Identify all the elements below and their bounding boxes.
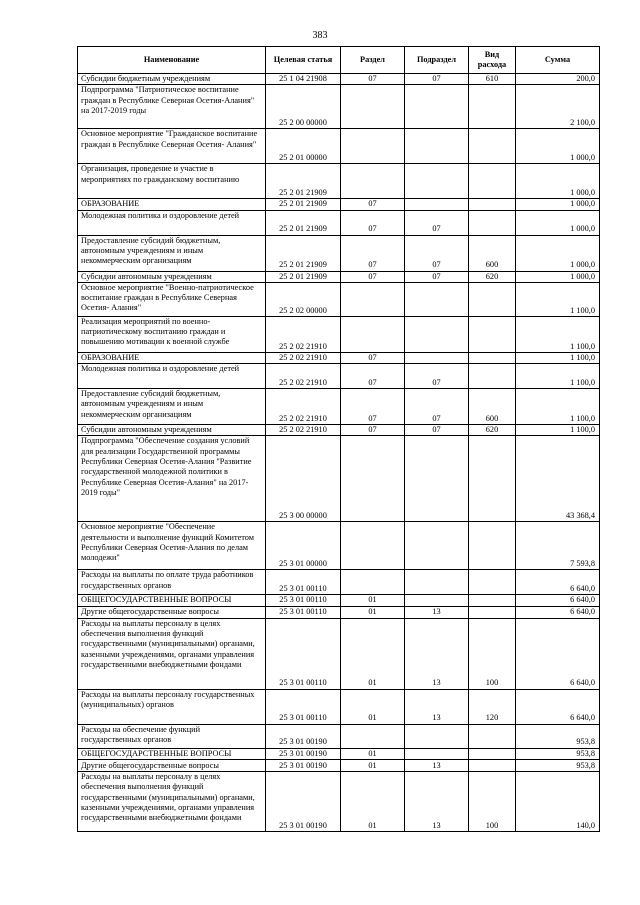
cell-name: Молодежная политика и оздоровление детей xyxy=(78,364,266,389)
cell-sum: 6 640,0 xyxy=(516,606,600,618)
cell-type xyxy=(469,606,516,618)
cell-sum: 1 000,0 xyxy=(516,235,600,271)
cell-name: Основное мероприятие "Военно-патриотическое воспитание граждан в Республике Северная Осетия- Алания" xyxy=(78,282,266,316)
cell-name: Предоставление субсидий бюджетным, автономным учреждениям и иным некоммерческим организациям xyxy=(78,389,266,425)
cell-subsection xyxy=(405,748,469,759)
cell-name: Расходы на выплаты персоналу в целях обеспечения выполнения функций государственными (муниципальными) органами, казенными учреждениями, органами управления государственными внебюджетными фондами xyxy=(78,618,266,689)
cell-name: Расходы на выплаты персоналу государственных (муниципальных) органов xyxy=(78,689,266,724)
header-target: Целевая статья xyxy=(266,47,341,74)
cell-sum: 953,8 xyxy=(516,760,600,772)
cell-target: 25 2 01 21909 xyxy=(266,210,341,235)
table-row xyxy=(78,425,600,436)
cell-subsection xyxy=(405,164,469,199)
table-row xyxy=(78,199,600,210)
cell-sum: 1 000,0 xyxy=(516,164,600,199)
cell-section: 07 xyxy=(341,389,405,425)
cell-name: Расходы на выплаты персоналу в целях обеспечения выполнения функций государственными (муниципальными) органами, казенными учреждениями, органами управления государственными внебюджетными фондами xyxy=(78,772,266,832)
cell-sum: 1 000,0 xyxy=(516,129,600,164)
table-row xyxy=(78,772,600,832)
table-row xyxy=(78,271,600,282)
cell-section: 01 xyxy=(341,772,405,832)
cell-name: Подпрограмма "Обеспечение создания условий для реализации Государственной программы Республики Северная Осетия-Алания "Развитие государственной молодежной политики в Республике Северная Осетия-Алания" на 2017-2019 годы" xyxy=(78,436,266,522)
cell-section xyxy=(341,724,405,748)
cell-type xyxy=(469,85,516,129)
cell-type: 610 xyxy=(469,74,516,85)
cell-type xyxy=(469,724,516,748)
table-row xyxy=(78,595,600,606)
cell-sum: 1 100,0 xyxy=(516,316,600,352)
cell-subsection xyxy=(405,436,469,522)
cell-target: 25 2 02 21910 xyxy=(266,316,341,352)
cell-section xyxy=(341,436,405,522)
cell-sum: 1 100,0 xyxy=(516,425,600,436)
cell-subsection xyxy=(405,282,469,316)
table-row xyxy=(78,748,600,759)
cell-sum: 1 000,0 xyxy=(516,199,600,210)
header-subsection: Подраздел xyxy=(405,47,469,74)
cell-sum: 1 000,0 xyxy=(516,210,600,235)
table-row xyxy=(78,282,600,316)
cell-name: Расходы на выплаты по оплате труда работников государственных органов xyxy=(78,570,266,595)
cell-name: ОБЩЕГОСУДАРСТВЕННЫЕ ВОПРОСЫ xyxy=(78,595,266,606)
cell-target: 25 2 02 21910 xyxy=(266,352,341,363)
cell-subsection xyxy=(405,724,469,748)
header-name: Наименование xyxy=(78,47,266,74)
cell-target: 25 3 01 00110 xyxy=(266,595,341,606)
cell-subsection: 07 xyxy=(405,235,469,271)
cell-target: 25 3 01 00000 xyxy=(266,522,341,570)
cell-sum: 2 100,0 xyxy=(516,85,600,129)
cell-section xyxy=(341,522,405,570)
cell-target: 25 2 01 21909 xyxy=(266,235,341,271)
cell-subsection: 07 xyxy=(405,364,469,389)
cell-name: Расходы на обеспечение функций государственных органов xyxy=(78,724,266,748)
cell-section: 07 xyxy=(341,271,405,282)
cell-subsection: 13 xyxy=(405,618,469,689)
header-sum: Сумма xyxy=(516,47,600,74)
cell-type xyxy=(469,164,516,199)
cell-target: 25 2 01 00000 xyxy=(266,129,341,164)
cell-section: 07 xyxy=(341,235,405,271)
cell-sum: 200,0 xyxy=(516,74,600,85)
cell-subsection: 07 xyxy=(405,210,469,235)
cell-type xyxy=(469,282,516,316)
cell-section: 01 xyxy=(341,760,405,772)
table-header-row xyxy=(78,47,600,74)
cell-type xyxy=(469,316,516,352)
cell-section: 07 xyxy=(341,352,405,363)
cell-sum: 953,8 xyxy=(516,748,600,759)
table-row xyxy=(78,85,600,129)
table-row xyxy=(78,570,600,595)
cell-subsection xyxy=(405,595,469,606)
cell-type: 620 xyxy=(469,271,516,282)
table-row xyxy=(78,724,600,748)
cell-section xyxy=(341,570,405,595)
table-row xyxy=(78,389,600,425)
cell-target: 25 3 01 00190 xyxy=(266,760,341,772)
cell-sum: 140,0 xyxy=(516,772,600,832)
cell-type: 620 xyxy=(469,425,516,436)
cell-type: 100 xyxy=(469,618,516,689)
table-row xyxy=(78,352,600,363)
page-number: 383 xyxy=(312,30,328,41)
cell-sum: 43 368,4 xyxy=(516,436,600,522)
cell-sum: 6 640,0 xyxy=(516,689,600,724)
cell-subsection: 07 xyxy=(405,425,469,436)
cell-subsection xyxy=(405,522,469,570)
cell-section: 01 xyxy=(341,618,405,689)
cell-type: 600 xyxy=(469,389,516,425)
cell-name: Субсидии автономным учреждениям xyxy=(78,425,266,436)
table-row xyxy=(78,689,600,724)
cell-type: 120 xyxy=(469,689,516,724)
cell-target: 25 2 02 21910 xyxy=(266,425,341,436)
cell-target: 25 2 02 00000 xyxy=(266,282,341,316)
cell-target: 25 1 04 21908 xyxy=(266,74,341,85)
cell-name: Другие общегосударственные вопросы xyxy=(78,760,266,772)
cell-target: 25 3 01 00110 xyxy=(266,618,341,689)
cell-subsection xyxy=(405,570,469,595)
cell-type xyxy=(469,570,516,595)
cell-subsection xyxy=(405,129,469,164)
cell-type xyxy=(469,210,516,235)
cell-name: Субсидии автономным учреждениям xyxy=(78,271,266,282)
cell-subsection xyxy=(405,352,469,363)
budget-table xyxy=(77,46,600,832)
cell-type xyxy=(469,595,516,606)
table-row xyxy=(78,618,600,689)
cell-subsection xyxy=(405,316,469,352)
cell-name: Другие общегосударственные вопросы xyxy=(78,606,266,618)
cell-subsection: 13 xyxy=(405,760,469,772)
cell-subsection: 13 xyxy=(405,606,469,618)
cell-subsection: 07 xyxy=(405,74,469,85)
cell-type xyxy=(469,364,516,389)
cell-sum: 6 640,0 xyxy=(516,595,600,606)
cell-target: 25 2 01 21909 xyxy=(266,164,341,199)
cell-subsection xyxy=(405,85,469,129)
cell-sum: 1 100,0 xyxy=(516,364,600,389)
cell-name: Подпрограмма "Патриотическое воспитание граждан в Республике Северная Осетия-Алания" на 2017-2019 годы xyxy=(78,85,266,129)
cell-section: 07 xyxy=(341,364,405,389)
cell-sum: 1 100,0 xyxy=(516,389,600,425)
cell-name: Предоставление субсидий бюджетным, автономным учреждениям и иным некоммерческим организациям xyxy=(78,235,266,271)
cell-section: 07 xyxy=(341,425,405,436)
cell-section: 01 xyxy=(341,595,405,606)
cell-type xyxy=(469,748,516,759)
cell-section xyxy=(341,129,405,164)
table-row xyxy=(78,522,600,570)
cell-sum: 1 100,0 xyxy=(516,352,600,363)
table-row xyxy=(78,129,600,164)
cell-section: 01 xyxy=(341,748,405,759)
cell-target: 25 2 02 21910 xyxy=(266,364,341,389)
cell-sum: 953,8 xyxy=(516,724,600,748)
table-row xyxy=(78,436,600,522)
cell-section xyxy=(341,282,405,316)
cell-name: ОБРАЗОВАНИЕ xyxy=(78,352,266,363)
cell-sum: 6 640,0 xyxy=(516,618,600,689)
cell-name: Основное мероприятие "Гражданское воспитание граждан в Республике Северная Осетия- Алания" xyxy=(78,129,266,164)
cell-target: 25 2 01 21909 xyxy=(266,271,341,282)
table-row xyxy=(78,164,600,199)
cell-type xyxy=(469,522,516,570)
cell-subsection: 07 xyxy=(405,389,469,425)
cell-subsection xyxy=(405,199,469,210)
table-row xyxy=(78,364,600,389)
cell-section: 01 xyxy=(341,606,405,618)
cell-name: ОБЩЕГОСУДАРСТВЕННЫЕ ВОПРОСЫ xyxy=(78,748,266,759)
table-row xyxy=(78,760,600,772)
cell-section: 07 xyxy=(341,74,405,85)
cell-subsection: 13 xyxy=(405,772,469,832)
table-row xyxy=(78,210,600,235)
cell-sum: 7 593,8 xyxy=(516,522,600,570)
header-section: Раздел xyxy=(341,47,405,74)
cell-section xyxy=(341,85,405,129)
cell-target: 25 3 01 00190 xyxy=(266,748,341,759)
cell-type xyxy=(469,129,516,164)
table-row xyxy=(78,74,600,85)
cell-subsection: 07 xyxy=(405,271,469,282)
cell-name: Организация, проведение и участие в мероприятиях по гражданскому воспитанию xyxy=(78,164,266,199)
cell-target: 25 3 01 00110 xyxy=(266,570,341,595)
cell-sum: 1 100,0 xyxy=(516,282,600,316)
cell-target: 25 3 01 00110 xyxy=(266,689,341,724)
cell-type xyxy=(469,352,516,363)
cell-target: 25 3 01 00110 xyxy=(266,606,341,618)
cell-type xyxy=(469,199,516,210)
cell-name: Молодежная политика и оздоровление детей xyxy=(78,210,266,235)
cell-sum: 1 000,0 xyxy=(516,271,600,282)
cell-section: 07 xyxy=(341,210,405,235)
cell-type: 600 xyxy=(469,235,516,271)
cell-target: 25 2 01 21909 xyxy=(266,199,341,210)
cell-target: 25 3 01 00190 xyxy=(266,724,341,748)
cell-subsection: 13 xyxy=(405,689,469,724)
cell-sum: 6 640,0 xyxy=(516,570,600,595)
cell-name: Реализация мероприятий по военно-патриотическому воспитанию граждан и повышению мотивации к военной службе xyxy=(78,316,266,352)
cell-type: 100 xyxy=(469,772,516,832)
cell-type xyxy=(469,760,516,772)
table-body xyxy=(78,74,600,832)
cell-type xyxy=(469,436,516,522)
table-row xyxy=(78,316,600,352)
cell-target: 25 3 00 00000 xyxy=(266,436,341,522)
cell-name: Основное мероприятие "Обеспечение деятельности и выполнение функций Комитетом Республики Северная Осетия-Алания по делам молодежи" xyxy=(78,522,266,570)
cell-section: 07 xyxy=(341,199,405,210)
cell-section xyxy=(341,164,405,199)
cell-section xyxy=(341,316,405,352)
header-type: Вид расхода xyxy=(469,47,516,74)
cell-target: 25 2 02 21910 xyxy=(266,389,341,425)
cell-name: ОБРАЗОВАНИЕ xyxy=(78,199,266,210)
cell-name: Субсидии бюджетным учреждениям xyxy=(78,74,266,85)
table-row xyxy=(78,606,600,618)
table-row xyxy=(78,235,600,271)
cell-target: 25 2 00 00000 xyxy=(266,85,341,129)
cell-section: 01 xyxy=(341,689,405,724)
cell-target: 25 3 01 00190 xyxy=(266,772,341,832)
